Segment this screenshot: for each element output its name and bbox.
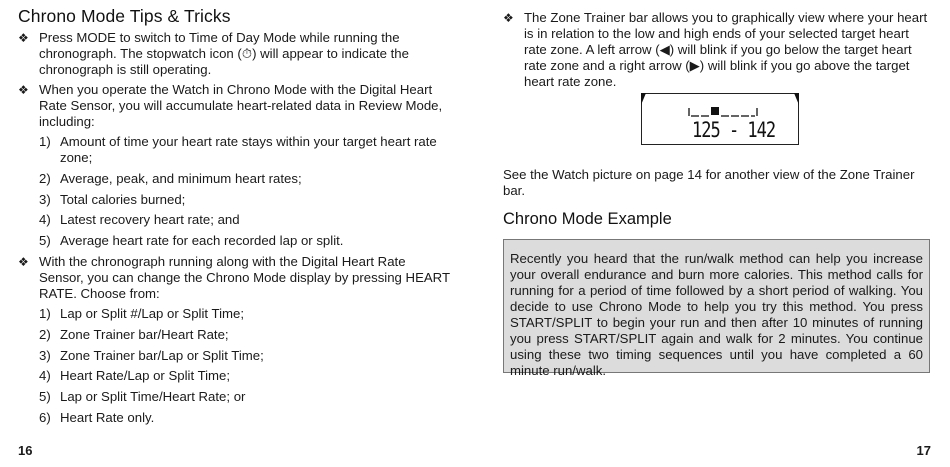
tip-text: The Zone Trainer bar allows you to graphically view where your heart is in relation to the low and high ends of your selected target heart rate zone. A left arrow (◀) will blink if you go below the target heart rate zone and a right arrow (▶) will blink if you go above the target heart rate zone.	[524, 10, 928, 89]
tip-bullet-3	[18, 254, 453, 302]
list-number: 2)	[39, 327, 51, 342]
list-number: 5)	[39, 233, 51, 248]
list-text: Heart Rate/Lap or Split Time;	[60, 368, 231, 383]
left-page	[18, 0, 453, 467]
page-title: Chrono Mode Tips & Tricks	[18, 6, 231, 26]
example-box	[503, 239, 930, 378]
page-number: 16	[18, 443, 33, 458]
watch-display-illustration	[641, 93, 799, 145]
page-number: 17	[916, 443, 931, 458]
see-also-text: See the Watch picture on page 14 for another view of the Zone Trainer bar.	[503, 167, 915, 198]
tip-text: With the chronograph running along with the Digital Heart Rate Sensor, you can change the Chrono Mode display by pressing HEART RATE. Choose from:	[39, 254, 450, 301]
list-text: Latest recovery heart rate; and	[60, 212, 240, 227]
list-text: Average, peak, and minimum heart rates;	[60, 171, 302, 186]
list-text: Zone Trainer bar/Heart Rate;	[60, 327, 229, 342]
bullet-icon: ❖	[18, 255, 29, 269]
example-text: Recently you heard that the run/walk method can help you increase your overall endurance and burn more calories. This method calls for running for a period of time followed by a short period of walking. You decide to use Chrono Mode to help you try this method. You press START/SPLIT to begin your run and then after 10 minutes of running you press START/SPLIT again and walk for 2 minutes. You continue using these two timing sequences until you have completed a 60 minute run/walk.	[510, 251, 923, 378]
right-page	[503, 0, 933, 467]
list-text: Zone Trainer bar/Lap or Split Time;	[60, 348, 264, 363]
list-number: 5)	[39, 389, 51, 404]
tip-text: When you operate the Watch in Chrono Mode with the Digital Heart Rate Sensor, you will accumulate heart-related data in Review Mode, including:	[39, 82, 443, 129]
bullet-icon: ❖	[503, 11, 514, 25]
tip-bullet-1	[18, 30, 453, 78]
tip-bullet-zone-trainer	[503, 10, 933, 90]
heart-rate-zone-readout: 125 - 142	[692, 118, 776, 143]
tip-text: Press MODE to switch to Time of Day Mode while running the chronograph. The stopwatch icon (⏱) will appear to indicate the chronograph is still operating.	[39, 30, 409, 77]
list-number: 3)	[39, 192, 51, 207]
tip-bullet-2	[18, 82, 453, 130]
list-text: Heart Rate only.	[60, 410, 155, 425]
bullet-icon: ❖	[18, 31, 29, 45]
list-number: 3)	[39, 348, 51, 363]
list-text: Lap or Split #/Lap or Split Time;	[60, 306, 244, 321]
list-number: 2)	[39, 171, 51, 186]
list-number: 4)	[39, 368, 51, 383]
list-number: 1)	[39, 306, 51, 321]
list-number: 4)	[39, 212, 51, 227]
list-text: Lap or Split Time/Heart Rate; or	[60, 389, 246, 404]
section-title: Chrono Mode Example	[503, 210, 672, 228]
bullet-icon: ❖	[18, 83, 29, 97]
list-number: 6)	[39, 410, 51, 425]
list-number: 1)	[39, 134, 51, 149]
list-text: Average heart rate for each recorded lap or split.	[60, 233, 344, 248]
list-text: Total calories burned;	[60, 192, 186, 207]
list-text: Amount of time your heart rate stays within your target heart rate zone;	[60, 134, 437, 165]
